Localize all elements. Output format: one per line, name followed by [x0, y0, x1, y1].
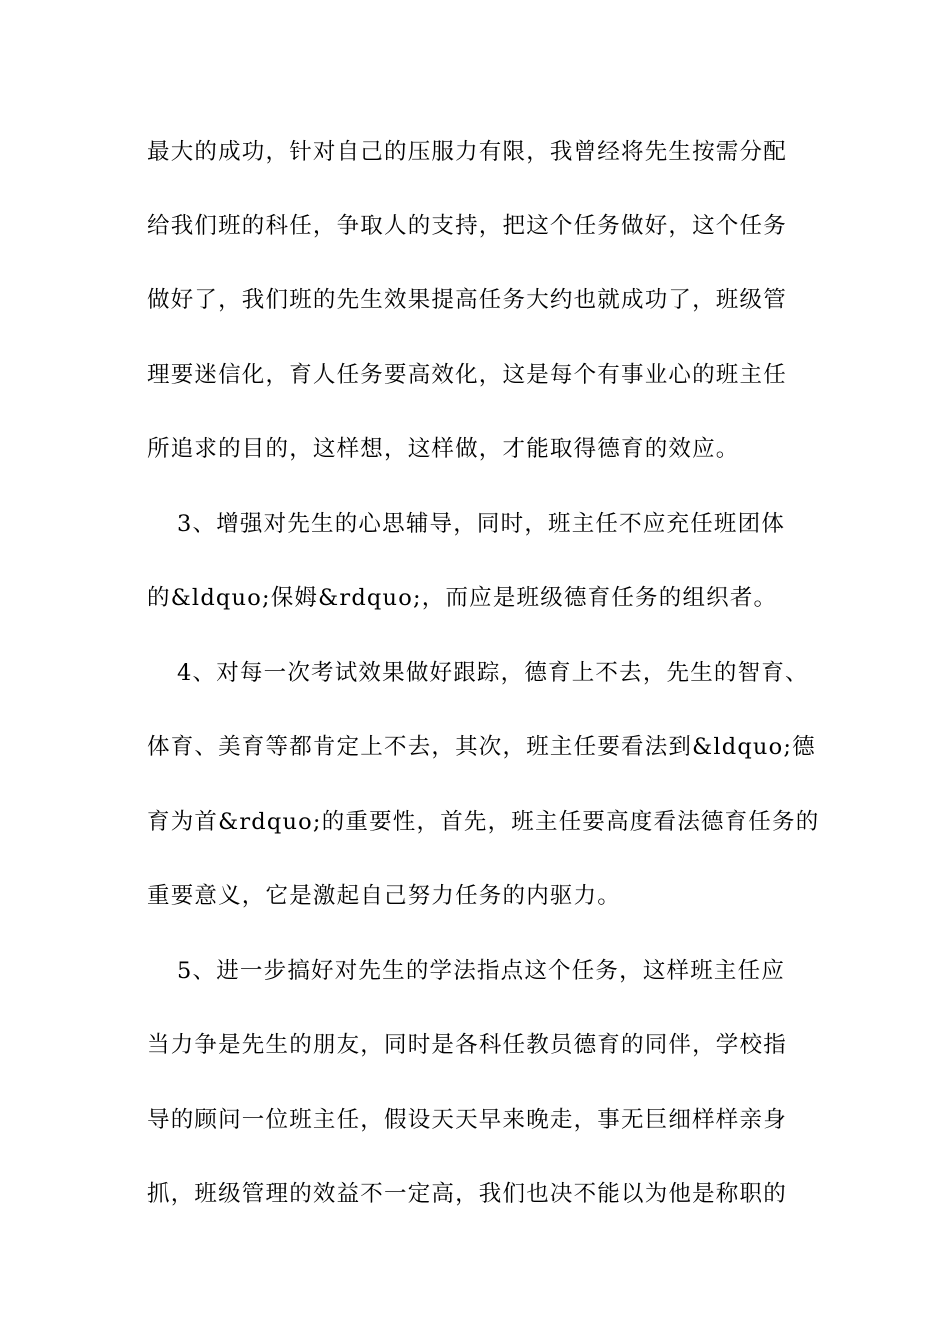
text-line: 导的顾问一位班主任，假设天天早来晚走，事无巨细样样亲身 [147, 1107, 787, 1133]
text-line: 育为首&rdquo;的重要性，首先，班主任要高度看法德育任务的 [147, 809, 820, 835]
text-line: 当力争是先生的朋友，同时是各科任教员德育的同伴，学校指 [147, 1032, 787, 1058]
text-line: 体育、美育等都肯定上不去，其次，班主任要看法到&ldquo;德 [147, 734, 816, 760]
paragraph-3-start: 3、增强对先生的心思辅导，同时，班主任不应充任班团体 [177, 511, 786, 537]
text-line: 最大的成功，针对自己的压服力有限，我曾经将先生按需分配 [147, 139, 787, 165]
text-line: 抓，班级管理的效益不一定高，我们也决不能以为他是称职的 [147, 1181, 787, 1207]
text-line: 重要意义，它是激起自己努力任务的内驱力。 [147, 883, 622, 909]
text-line: 理要迷信化，育人任务要高效化，这是每个有事业心的班主任 [147, 362, 787, 388]
text-line: 给我们班的科任，争取人的支持，把这个任务做好，这个任务 [147, 213, 787, 239]
text-line: 做好了，我们班的先生效果提高任务大约也就成功了，班级管 [147, 287, 787, 313]
text-line: 所追求的目的，这样想，这样做，才能取得德育的效应。 [147, 436, 740, 462]
text-line: 的&ldquo;保姆&rdquo;，而应是班级德育任务的组织者。 [147, 585, 778, 611]
paragraph-5-start: 5、进一步搞好对先生的学法指点这个任务，这样班主任应 [177, 958, 786, 984]
paragraph-4-start: 4、对每一次考试效果做好跟踪，德育上不去，先生的智育、 [177, 660, 809, 686]
